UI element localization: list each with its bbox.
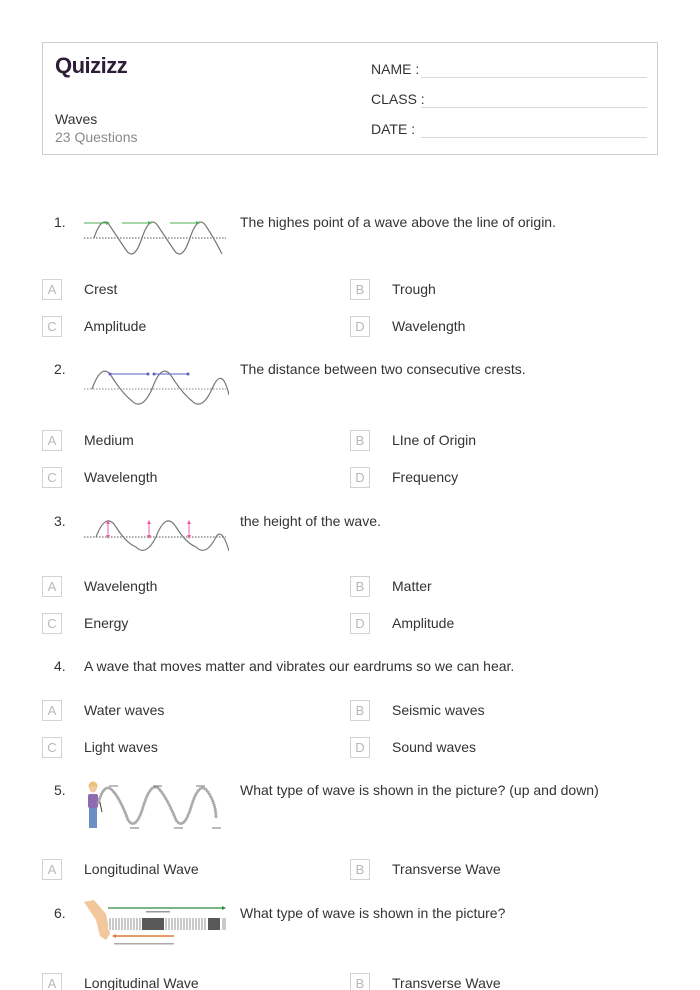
option-text: Longitudinal Wave (84, 975, 199, 990)
option-letter-box[interactable]: A (42, 576, 62, 597)
option-text: Wavelength (392, 318, 466, 334)
option-letter-box[interactable]: B (350, 576, 370, 597)
question-number: 2. (54, 361, 66, 377)
option-text: Frequency (392, 469, 459, 485)
worksheet-header (42, 42, 658, 155)
option-letter-box[interactable]: B (350, 859, 370, 880)
option-text: Water waves (84, 702, 165, 718)
question-number: 3. (54, 513, 66, 529)
wave-wavelength-diagram-image (84, 365, 229, 409)
question-number: 5. (54, 782, 66, 798)
option-letter-box[interactable]: B (350, 430, 370, 451)
option-text: Amplitude (392, 615, 455, 631)
question-number: 4. (54, 658, 66, 674)
option-text: Medium (84, 432, 134, 448)
option-letter-box[interactable]: B (350, 279, 370, 300)
option-text: Light waves (84, 739, 158, 755)
option-text: Sound waves (392, 739, 477, 755)
question-text: What type of wave is shown in the picture? (up and down) (240, 782, 599, 798)
person-transverse-wave-image (84, 780, 224, 832)
class-field[interactable] (371, 91, 647, 111)
option-text: Matter (392, 578, 432, 594)
option-text: Seismic waves (392, 702, 485, 718)
option-text: Amplitude (84, 318, 147, 334)
option-letter-box[interactable]: C (42, 613, 62, 634)
date-field[interactable] (371, 121, 647, 141)
option-letter-box[interactable]: A (42, 430, 62, 451)
option-text: Crest (84, 281, 118, 297)
question-number: 1. (54, 214, 66, 230)
option-letter-box[interactable]: D (350, 737, 370, 758)
worksheet-title: Waves (55, 111, 98, 127)
option-letter-box[interactable]: A (42, 973, 62, 990)
name-field[interactable] (371, 61, 647, 81)
class-label: CLASS : (371, 91, 425, 107)
wave-amplitude-diagram-image (84, 517, 229, 557)
option-text: Wavelength (84, 469, 158, 485)
option-letter-box[interactable]: C (42, 467, 62, 488)
class-line[interactable] (421, 107, 647, 108)
slinky-longitudinal-wave-image (84, 900, 229, 950)
question-number: 6. (54, 905, 66, 921)
option-text: Energy (84, 615, 129, 631)
option-letter-box[interactable]: B (350, 700, 370, 721)
question-text: A wave that moves matter and vibrates our eardrums so we can hear. (84, 658, 515, 674)
name-label: NAME : (371, 61, 420, 77)
option-text: Transverse Wave (392, 861, 501, 877)
option-letter-box[interactable]: D (350, 467, 370, 488)
option-letter-box[interactable]: C (42, 737, 62, 758)
option-letter-box[interactable]: D (350, 316, 370, 337)
option-text: LIne of Origin (392, 432, 477, 448)
date-label: DATE : (371, 121, 416, 137)
question-text: the height of the wave. (240, 513, 381, 529)
option-letter-box[interactable]: C (42, 316, 62, 337)
option-text: Wavelength (84, 578, 158, 594)
option-letter-box[interactable]: A (42, 859, 62, 880)
question-text: What type of wave is shown in the picture? (240, 905, 506, 921)
wave-crest-diagram-image (84, 214, 229, 258)
name-line[interactable] (421, 77, 647, 78)
option-text: Trough (392, 281, 436, 297)
quizizz-logo: Quizizz (55, 53, 128, 78)
question-text: The distance between two consecutive crests. (240, 361, 526, 377)
option-text: Transverse Wave (392, 975, 501, 990)
option-letter-box[interactable]: A (42, 700, 62, 721)
option-letter-box[interactable]: B (350, 973, 370, 990)
option-text: Longitudinal Wave (84, 861, 199, 877)
date-line[interactable] (421, 137, 647, 138)
option-letter-box[interactable]: D (350, 613, 370, 634)
question-count: 23 Questions (55, 129, 138, 145)
question-text: The highes point of a wave above the line of origin. (240, 214, 556, 230)
option-letter-box[interactable]: A (42, 279, 62, 300)
